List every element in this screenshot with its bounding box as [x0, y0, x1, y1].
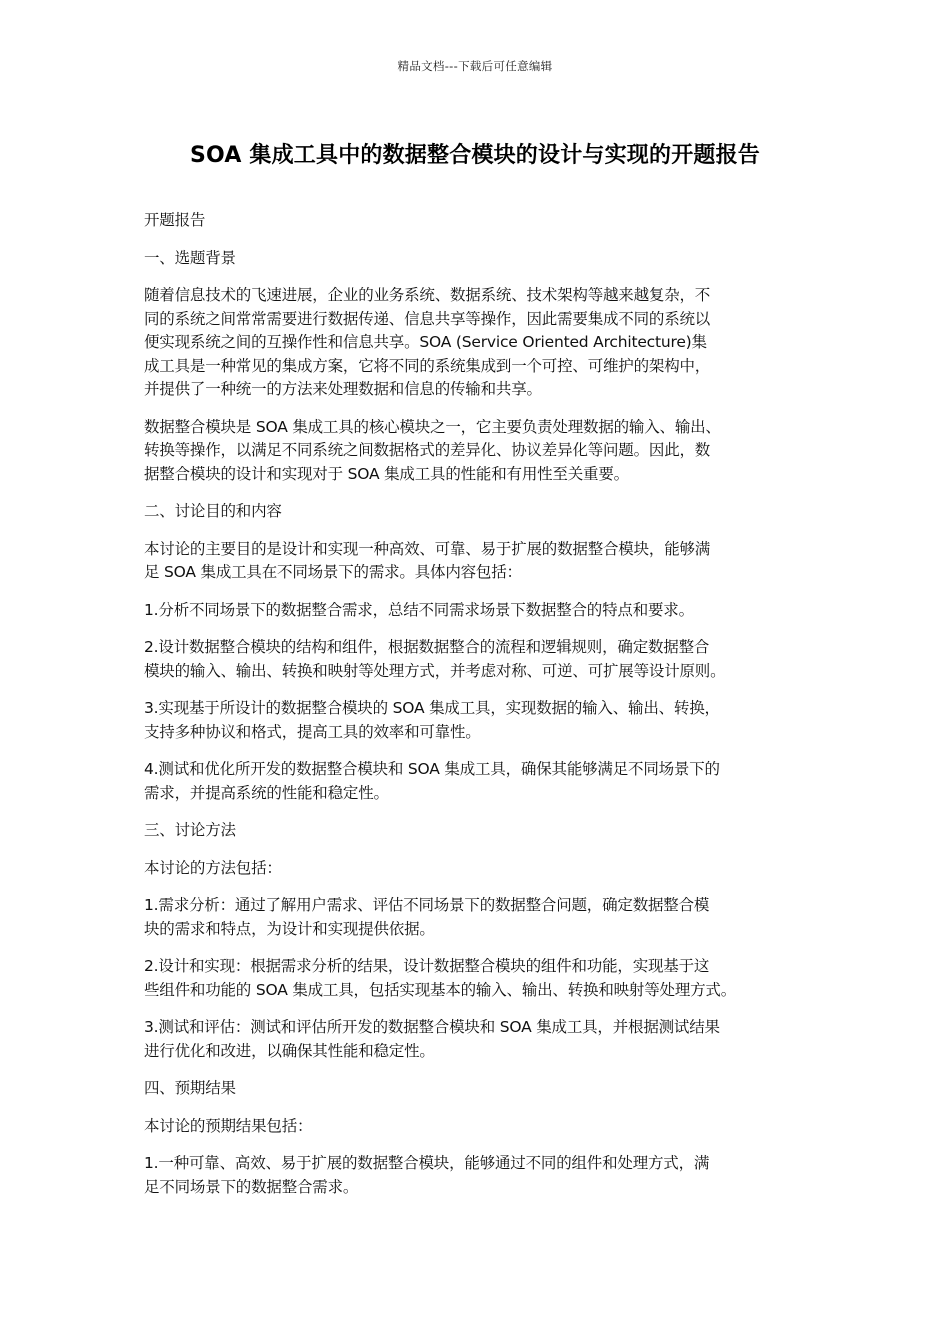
text-line: 二、讨论目的和内容: [144, 502, 282, 520]
text-line: 本讨论的主要目的是设计和实现一种高效、可靠、易于扩展的数据整合模块，能够满: [144, 539, 711, 558]
text-line: 同的系统之间常常需要进行数据传递、信息共享等操作，因此需要集成不同的系统以: [144, 309, 711, 328]
paragraph: [144, 819, 808, 843]
text-line: 本讨论的方法包括：: [144, 858, 282, 877]
text-line: 据整合模块的设计和实现对于 SOA 集成工具的性能和有用性至关重要。: [144, 464, 629, 483]
paragraph: [144, 857, 808, 881]
text-line: 并提供了一种统一的方法来处理数据和信息的传输和共享。: [144, 380, 542, 398]
paragraph: [144, 1016, 808, 1063]
text-line: 足 SOA 集成工具在不同场景下的需求。具体内容包括：: [144, 563, 522, 581]
document-body: [144, 209, 808, 1213]
text-line: 1.分析不同场景下的数据整合需求，总结不同需求场景下数据整合的特点和要求。: [144, 600, 694, 619]
text-line: 四、预期结果: [144, 1079, 236, 1097]
text-line: 本讨论的预期结果包括：: [144, 1116, 313, 1135]
paragraph: [144, 1115, 808, 1139]
paragraph: [144, 209, 808, 233]
paragraph: [144, 1077, 808, 1101]
paragraph: [144, 636, 808, 683]
text-line: 支持多种协议和格式，提高工具的效率和可靠性。: [144, 722, 481, 741]
text-line: 三、讨论方法: [144, 821, 236, 839]
paragraph: [144, 247, 808, 271]
paragraph: [144, 599, 808, 623]
paragraph: [144, 758, 808, 805]
paragraph: [144, 894, 808, 941]
text-line: 足不同场景下的数据整合需求。: [144, 1177, 359, 1196]
text-line: 1.需求分析：通过了解用户需求、评估不同场景下的数据整合问题，确定数据整合模: [144, 896, 710, 914]
paragraph: [144, 416, 808, 487]
text-line: 开题报告: [144, 211, 206, 229]
text-line: 一、选题背景: [144, 248, 236, 267]
text-line: 模块的输入、输出、转换和映射等处理方式，并考虑对称、可逆、可扩展等设计原则。: [144, 661, 726, 680]
text-line: 成工具是一种常见的集成方案，它将不同的系统集成到一个可控、可维护的架构中，: [144, 356, 711, 375]
paragraph: [144, 955, 808, 1002]
text-line: 3.实现基于所设计的数据整合模块的 SOA 集成工具，实现数据的输入、输出、转换，: [144, 699, 720, 717]
paragraph: [144, 538, 808, 585]
paragraph: [144, 500, 808, 524]
text-line: 随着信息技术的飞速进展，企业的业务系统、数据系统、技术架构等越来越复杂，不: [144, 286, 711, 304]
text-line: 4.测试和优化所开发的数据整合模块和 SOA 集成工具，确保其能够满足不同场景下的: [144, 760, 720, 778]
text-line: 块的需求和特点，为设计和实现提供依据。: [144, 919, 435, 938]
paragraph: [144, 697, 808, 744]
header-note: 精品文档---下载后可任意编辑: [397, 59, 553, 73]
text-line: 3.测试和评估：测试和评估所开发的数据整合模块和 SOA 集成工具，并根据测试结果: [144, 1018, 720, 1036]
text-line: 便实现系统之间的互操作性和信息共享。SOA (Service Oriented Architecture)集: [144, 333, 707, 351]
text-line: 转换等操作，以满足不同系统之间数据格式的差异化、协议差异化等问题。因此，数: [144, 441, 711, 459]
paragraph: [144, 284, 808, 402]
text-line: 1.一种可靠、高效、易于扩展的数据整合模块，能够通过不同的组件和处理方式，满: [144, 1154, 710, 1172]
text-line: 需求，并提高系统的性能和稳定性。: [144, 783, 389, 802]
text-line: 些组件和功能的 SOA 集成工具，包括实现基本的输入、输出、转换和映射等处理方式。: [144, 980, 737, 999]
paragraph: [144, 1152, 808, 1199]
document-title: SOA 集成工具中的数据整合模块的设计与实现的开题报告: [189, 143, 761, 168]
text-line: 2.设计和实现：根据需求分析的结果，设计数据整合模块的组件和功能，实现基于这: [144, 957, 710, 975]
text-line: 数据整合模块是 SOA 集成工具的核心模块之一，它主要负责处理数据的输入、输出、: [144, 417, 721, 436]
text-line: 2.设计数据整合模块的结构和组件，根据数据整合的流程和逻辑规则，确定数据整合: [144, 638, 710, 656]
text-line: 进行优化和改进，以确保其性能和稳定性。: [144, 1041, 435, 1060]
